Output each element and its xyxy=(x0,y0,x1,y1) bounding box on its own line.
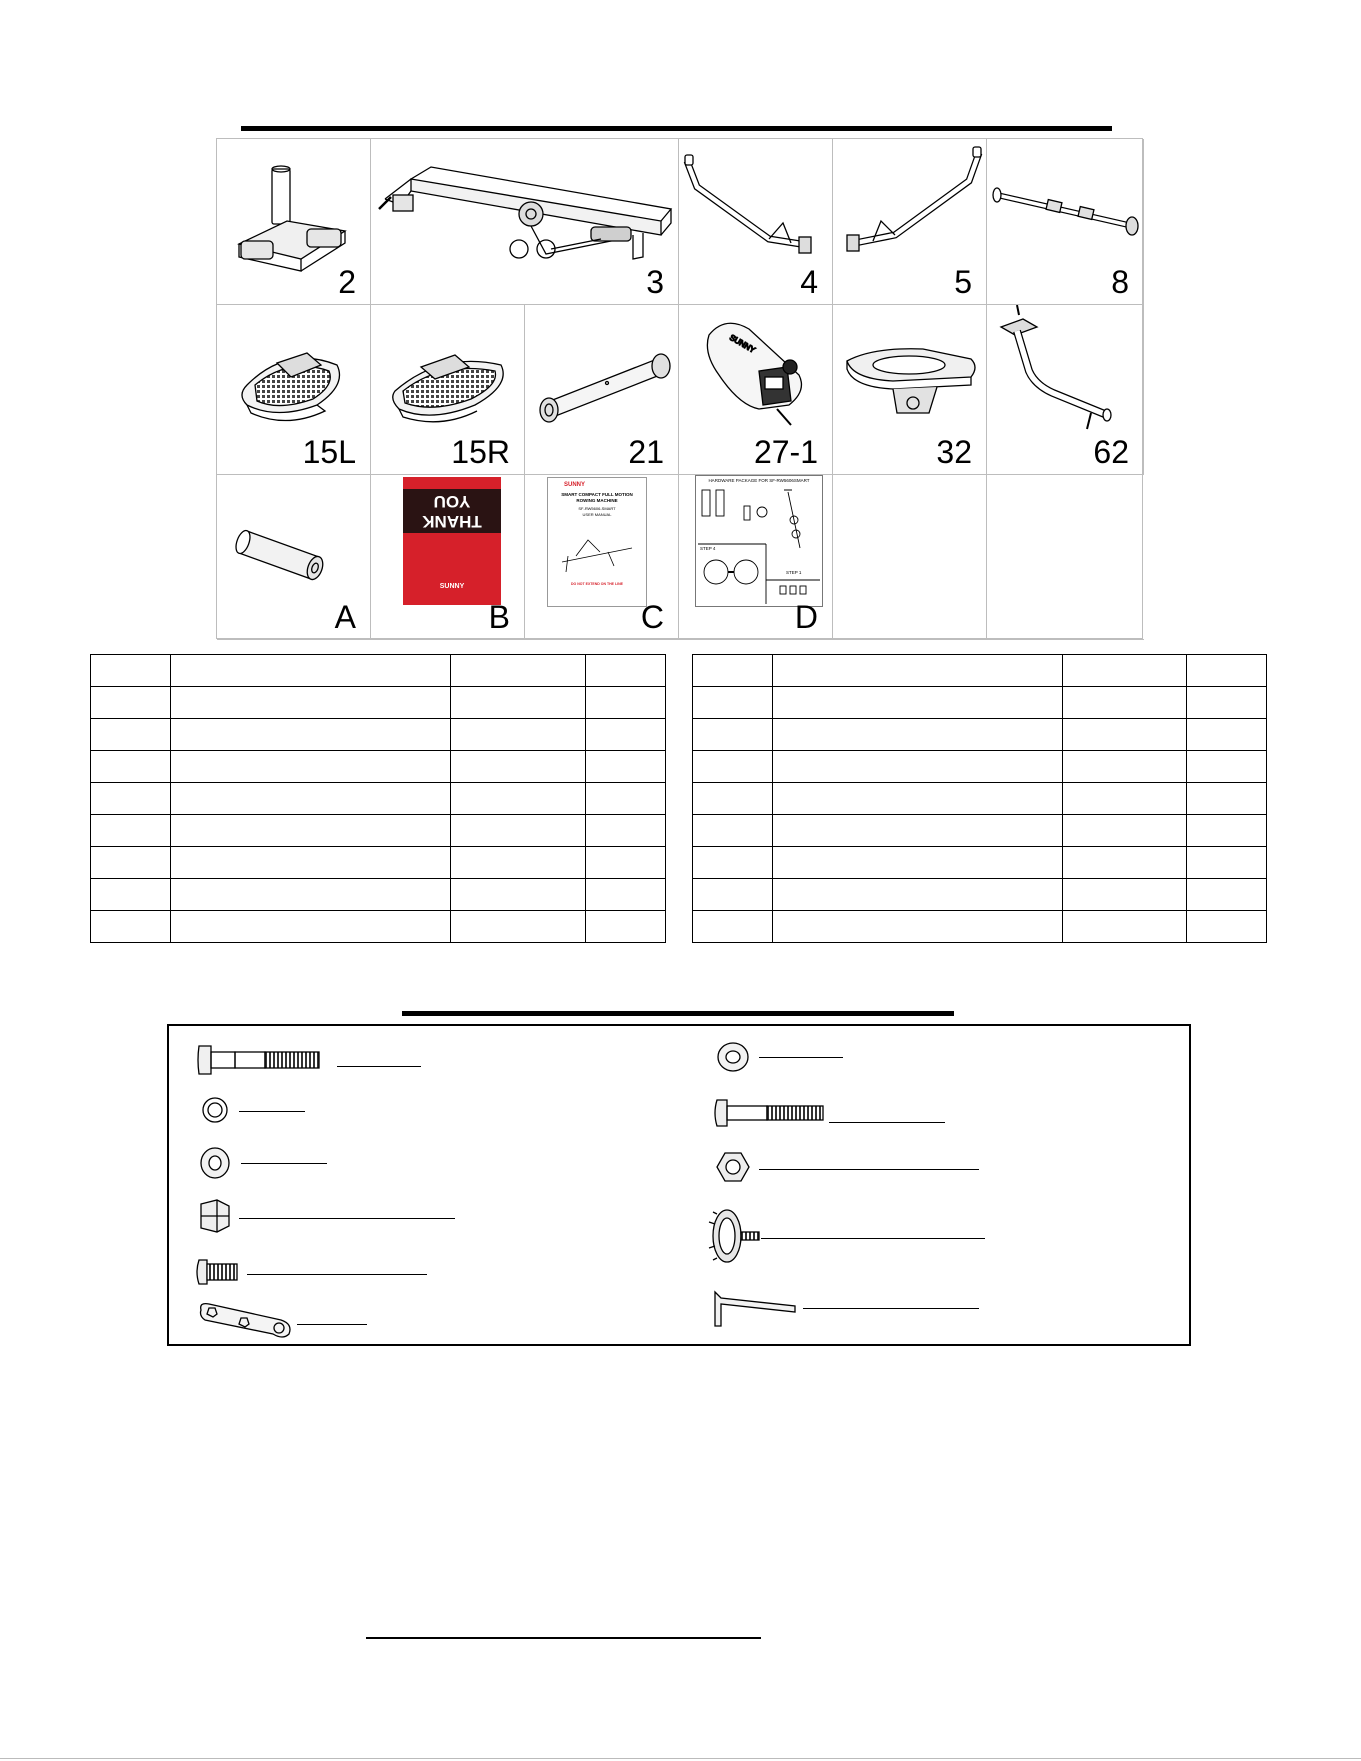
table-row xyxy=(693,911,1267,943)
part-number: 21 xyxy=(628,434,664,470)
knob-icon xyxy=(705,1206,775,1266)
card-b-brand: SUNNY xyxy=(439,583,465,590)
callout-line xyxy=(247,1274,427,1275)
wrench-icon xyxy=(197,1300,297,1340)
table-row xyxy=(91,783,666,815)
callout-line xyxy=(761,1238,985,1239)
card-c-subtitle: USER MANUAL xyxy=(582,512,612,517)
main-rail-frame-icon xyxy=(371,139,679,305)
hardware-sheet-drawings xyxy=(696,476,822,606)
card-b-text-you: YOU xyxy=(433,492,471,511)
lock-nut-icon xyxy=(715,1150,755,1184)
parts-heading-underline xyxy=(241,126,1112,131)
thank-you-card-icon xyxy=(403,477,501,605)
part-cell-8 xyxy=(987,139,1144,305)
part-cell-32 xyxy=(833,305,987,475)
table-row xyxy=(91,687,666,719)
table-row xyxy=(91,815,666,847)
table-row xyxy=(693,655,1267,687)
table-row xyxy=(693,879,1267,911)
hardware-item-allen-key xyxy=(711,1286,1001,1332)
callout-line xyxy=(297,1324,367,1325)
long-bolt-icon xyxy=(715,1096,835,1130)
table-row xyxy=(91,847,666,879)
button-head-screw-icon xyxy=(197,1256,257,1288)
rowing-machine-illustration xyxy=(548,522,646,582)
bottom-edge-line xyxy=(0,1758,1361,1759)
part-number: 3 xyxy=(646,264,664,300)
hardware-item-large-washer xyxy=(715,1040,895,1074)
hardware-item-flat-washer xyxy=(199,1146,339,1180)
part-cell-21 xyxy=(525,305,679,475)
hardware-package-sheet-icon xyxy=(695,475,823,607)
part-number: C xyxy=(640,599,664,635)
hardware-item-spring-washer xyxy=(201,1096,321,1126)
parts-table-right xyxy=(692,654,1267,943)
callout-line xyxy=(241,1163,327,1164)
hardware-item-button-head-screw xyxy=(197,1256,437,1288)
part-cell-D xyxy=(679,475,833,640)
parts-table-left xyxy=(90,654,666,943)
table-row xyxy=(693,687,1267,719)
part-cell-15R xyxy=(371,305,525,475)
part-cell-15L xyxy=(217,305,371,475)
callout-line xyxy=(759,1169,979,1170)
hardware-item-knob xyxy=(705,1206,995,1266)
hardware-item-cap-nut xyxy=(195,1196,465,1236)
part-cell-27-1 xyxy=(679,305,833,475)
part-number: A xyxy=(334,599,356,635)
hardware-item-wrench xyxy=(197,1300,377,1340)
hardware-item-long-bolt xyxy=(715,1096,975,1130)
card-b-text-thank: THANK xyxy=(422,512,482,531)
part-cell-C xyxy=(525,475,679,640)
hardware-heading-underline xyxy=(402,1011,954,1016)
table-row xyxy=(693,719,1267,751)
part-number: 27-1 xyxy=(753,434,818,470)
card-c-title: SMART COMPACT FULL MOTION ROWING MACHINE xyxy=(561,492,633,503)
callout-line xyxy=(239,1111,305,1112)
part-number: 62 xyxy=(1093,434,1129,470)
allen-key-icon xyxy=(711,1286,801,1332)
spring-washer-icon xyxy=(201,1096,235,1126)
part-number: D xyxy=(794,599,818,635)
part-cell-2 xyxy=(217,139,371,305)
cap-nut-icon xyxy=(195,1196,235,1236)
part-cell-empty xyxy=(987,475,1144,640)
part-number: 2 xyxy=(338,264,356,300)
parts-grid xyxy=(216,138,1143,639)
part-cell-4 xyxy=(679,139,833,305)
card-d-step4: STEP 4 xyxy=(700,546,716,551)
part-number: 4 xyxy=(800,264,818,300)
card-c-warning: DO NOT EXTEND ON THE LINE xyxy=(571,582,623,586)
flat-washer-icon xyxy=(199,1146,235,1180)
part-number: 8 xyxy=(1111,264,1129,300)
table-row xyxy=(91,879,666,911)
part-cell-3 xyxy=(371,139,679,305)
part-cell-empty xyxy=(833,475,987,640)
table-row xyxy=(693,815,1267,847)
card-d-title: HARDWARE PACKAGE FOR SF-RW5606SMART xyxy=(708,478,810,483)
signature-line xyxy=(366,1637,761,1639)
carriage-bolt-icon xyxy=(197,1040,337,1080)
part-cell-B xyxy=(371,475,525,640)
user-manual-icon xyxy=(547,477,647,607)
hardware-item-lock-nut xyxy=(715,1150,985,1184)
table-row xyxy=(91,719,666,751)
svg-text:SUNNY: SUNNY xyxy=(728,332,757,355)
card-d-step1: STEP 1 xyxy=(786,570,802,575)
callout-line xyxy=(803,1308,979,1309)
card-c-model: SF-RW5606-SMART xyxy=(578,506,616,511)
table-row xyxy=(91,911,666,943)
part-cell-5 xyxy=(833,139,987,305)
part-number: 15L xyxy=(302,434,356,470)
part-number: 5 xyxy=(954,264,972,300)
callout-line xyxy=(337,1066,421,1067)
hardware-item-carriage-bolt xyxy=(197,1040,417,1080)
large-washer-icon xyxy=(715,1040,755,1074)
part-cell-62 xyxy=(987,305,1144,475)
part-cell-A xyxy=(217,475,371,640)
hardware-box xyxy=(167,1024,1191,1346)
table-row xyxy=(693,847,1267,879)
table-row xyxy=(693,751,1267,783)
part-number: 32 xyxy=(936,434,972,470)
part-number: B xyxy=(488,599,510,635)
card-c-brand: SUNNY xyxy=(564,482,586,488)
callout-line xyxy=(759,1057,843,1058)
table-row xyxy=(693,783,1267,815)
table-row xyxy=(91,751,666,783)
table-row xyxy=(91,655,666,687)
part-number: 15R xyxy=(451,434,510,470)
callout-line xyxy=(239,1218,455,1219)
callout-line xyxy=(829,1122,945,1123)
